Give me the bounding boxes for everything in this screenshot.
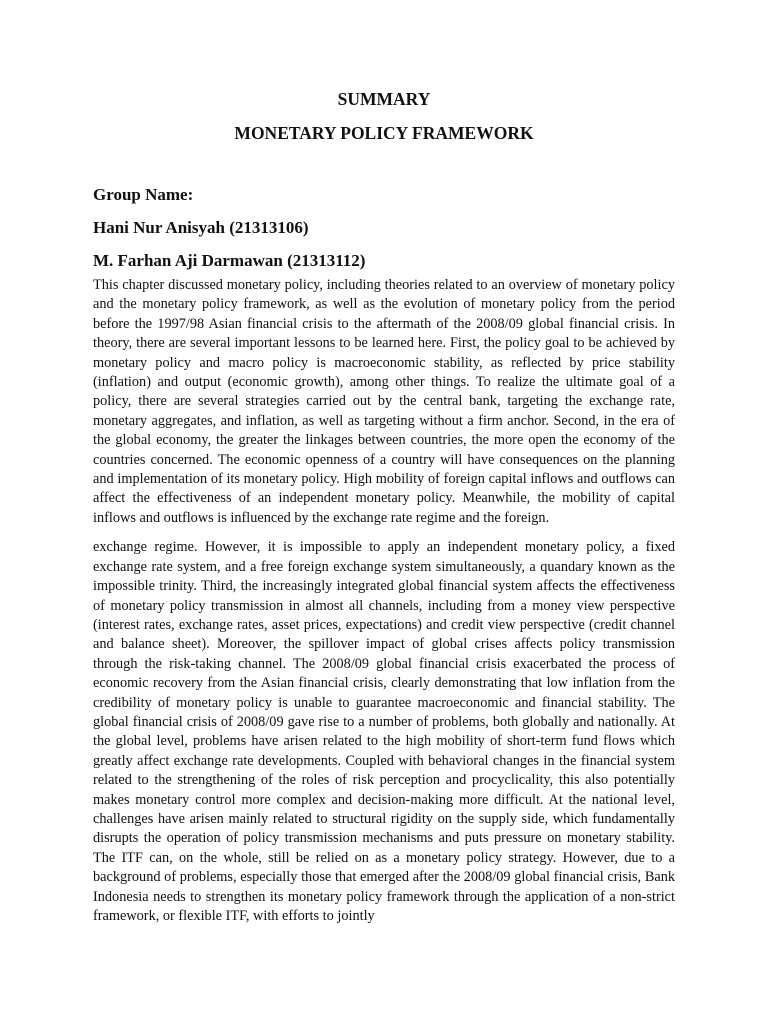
document-subtitle: MONETARY POLICY FRAMEWORK (234, 123, 534, 143)
group-member-1: Hani Nur Anisyah (21313106) (93, 218, 309, 237)
group-member-2: M. Farhan Aji Darmawan (21313112) (93, 251, 366, 270)
group-label: Group Name: (93, 185, 194, 204)
document-title: SUMMARY (337, 89, 431, 109)
body-paragraph-1: This chapter discussed monetary policy, including theories related to an overview of monetary policy and the monetary policy framework, as well as the evolution of monetary policy from the period before the 1997/98 Asian financial crisis to the aftermath of the 2008/09 global financial crisis. In theory, there are several important lessons to be learned here. First, the policy goal to be achieved by monetary policy and macro policy is macroeconomic stability, as reflected by price stability (inflation) and output (economic growth), among other things. To realize the ultimate goal of a policy, there are several strategies carried out by the central bank, targeting the exchange rate, monetary aggregates, and inflation, as well as targeting without a firm anchor. Second, in the era of the global economy, the greater the linkages between countries, the more open the economy of the countries concerned. The economic openness of a country will have consequences on the planning and implementation of its monetary policy. High mobility of foreign capital inflows and outflows can affect the effectiveness of an independent monetary policy. Meanwhile, the mobility of capital inflows and outflows is influenced by the exchange rate regime and the foreign. (93, 277, 675, 526)
body-paragraph-2: exchange regime. However, it is impossible to apply an independent monetary policy, a fixed exchange rate system, and a free foreign exchange system simultaneously, a quandary known as the impossible trinity. Third, the increasingly integrated global financial system affects the effectiveness of monetary policy transmission in almost all channels, including from a money view perspective (interest rates, exchange rates, asset prices, expectations) and credit view perspective (credit channel and balance sheet). Moreover, the spillover impact of global crises affects policy transmission through the risk-taking channel. The 2008/09 global financial crisis exacerbated the process of economic recovery from the Asian financial crisis, clearly demonstrating that low inflation from the credibility of monetary policy is unable to guarantee macroeconomic and financial stability. The global financial crisis of 2008/09 gave rise to a number of problems, both globally and nationally. At the global level, problems have arisen related to the high mobility of short-term fund flows which greatly affect exchange rate developments. Coupled with behavioral changes in the financial system related to the strengthening of the roles of risk perception and procyclicality, this also potentially makes monetary control more complex and decision-making more difficult. At the national level, challenges have arisen mainly related to structural rigidity on the supply side, which fundamentally disrupts the operation of policy transmission mechanisms and puts pressure on monetary stability. The ITF can, on the whole, still be relied on as a monetary policy strategy. However, due to a background of problems, especially those that emerged after the 2008/09 global financial crisis, Bank Indonesia needs to strengthen its monetary policy framework through the application of a non-strict framework, or flexible ITF, with efforts to jointly (93, 539, 675, 924)
